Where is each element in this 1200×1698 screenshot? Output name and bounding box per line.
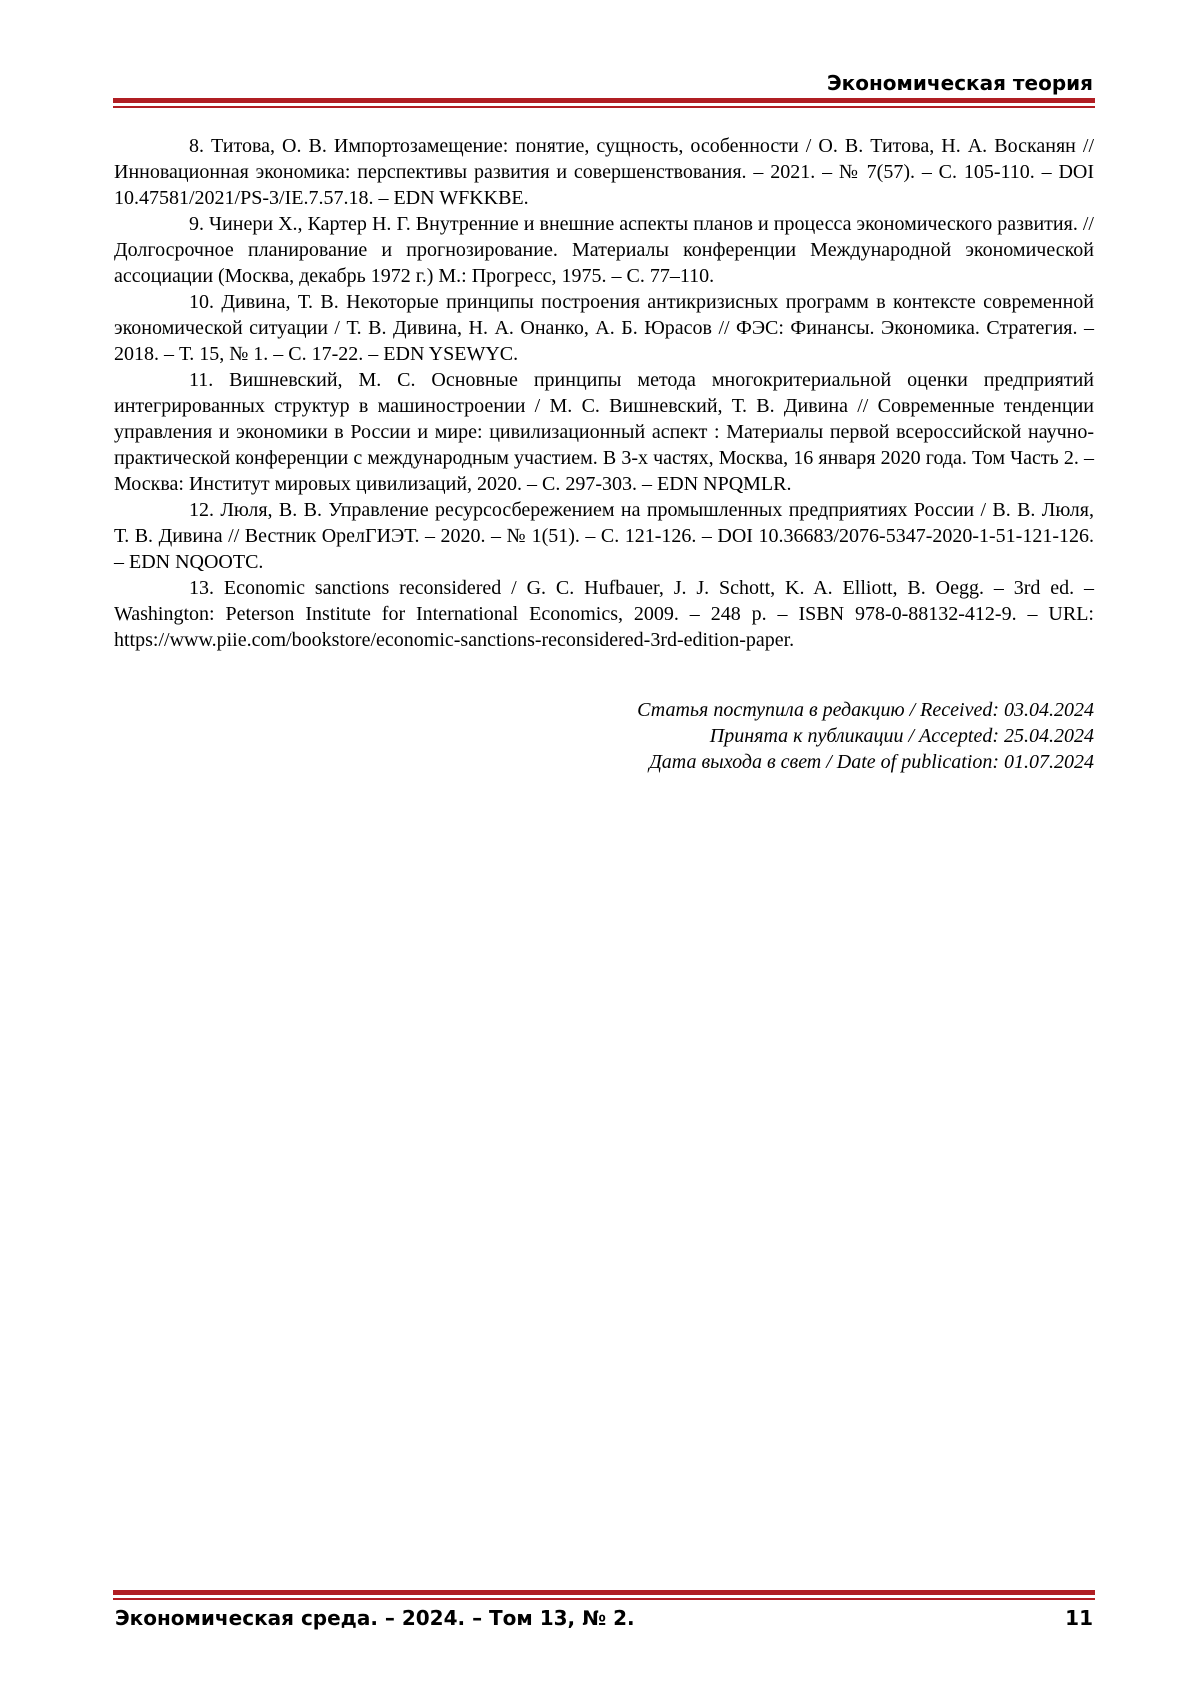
page-footer [113,1590,1095,1632]
reference-item-11: 11. Вишневский, М. С. Основные принципы метода многокритериальной оценки предприятий интегрированных структур в машиностроении / М. С. Вишневский, Т. В. Дивина // Современные тенденции управления и экономики в России и мире: цивилизационный аспект : Материалы первой всероссийской научно-практической конференции с международным участием. В 3-х частях, Москва, 16 января 2020 года. Том Часть 2. – Москва: Институт мировых цивилизаций, 2020. – С. 297-303. – EDN NPQMLR. [114,369,1094,495]
publication-date: Дата выхода в свет / Date of publication: 01.07.2024 [649,751,1094,773]
reference-item-10: 10. Дивина, Т. В. Некоторые принципы построения антикризисных программ в контексте современной экономической ситуации / Т. В. Дивина, Н. А. Онанко, А. Б. Юрасов // ФЭС: Финансы. Экономика. Стратегия. – 2018. – Т. 15, № 1. – С. 17-22. – EDN YSEWYC. [114,291,1094,365]
reference-list [114,133,1094,653]
footer-divider-thick [113,1590,1095,1595]
footer-row [113,1604,1095,1632]
page-number: 11 [1065,1606,1093,1630]
reference-item-9: 9. Чинери Х., Картер Н. Г. Внутренние и внешние аспекты планов и процесса экономического развития. // Долгосрочное планирование и прогнозирование. Материалы конференции Международной экономической ассоциации (Москва, декабрь 1972 г.) М.: Прогресс, 1975. – С. 77–110. [114,213,1094,287]
header-divider-thin [113,106,1095,108]
page-header [113,70,1095,108]
received-date: Статья поступила в редакцию / Received: 03.04.2024 [637,699,1094,721]
reference-item-13: 13. Economic sanctions reconsidered / G. C. Hufbauer, J. J. Schott, K. A. Elliott, B. Oegg. – 3rd ed. – Washington: Peterson Institute for International Economics, 2009. – 248 p. – ISBN 978-0-88132-412-9. – URL: https://www.piie.com/bookstore/economic-sanctions-reconsidered-3rd-edition-paper. [114,577,1094,651]
footer-divider-thin [113,1598,1095,1600]
reference-item-12: 12. Люля, В. В. Управление ресурсосбережением на промышленных предприятиях России / В. В. Люля, Т. В. Дивина // Вестник ОрелГИЭТ. – 2020. – № 1(51). – С. 121-126. – DOI 10.36683/2076-5347-2020-1-51-121-126. – EDN NQOOTC. [114,499,1094,573]
header-divider [113,98,1095,108]
header-divider-thick [113,98,1095,103]
accepted-date: Принята к публикации / Accepted: 25.04.2024 [709,725,1094,747]
section-title: Экономическая теория [826,71,1093,95]
journal-citation: Экономическая среда. – 2024. – Том 13, № 2. [115,1606,635,1630]
publication-dates [114,697,1094,775]
reference-item-8: 8. Титова, О. В. Импортозамещение: понятие, сущность, особенности / О. В. Титова, Н. А. Восканян // Инновационная экономика: перспективы развития и совершенствования. – 2021. – № 7(57). – С. 105-110. – DOI 10.47581/2021/PS-3/IE.7.57.18. – EDN WFKKBE. [114,135,1094,209]
footer-divider [113,1590,1095,1600]
